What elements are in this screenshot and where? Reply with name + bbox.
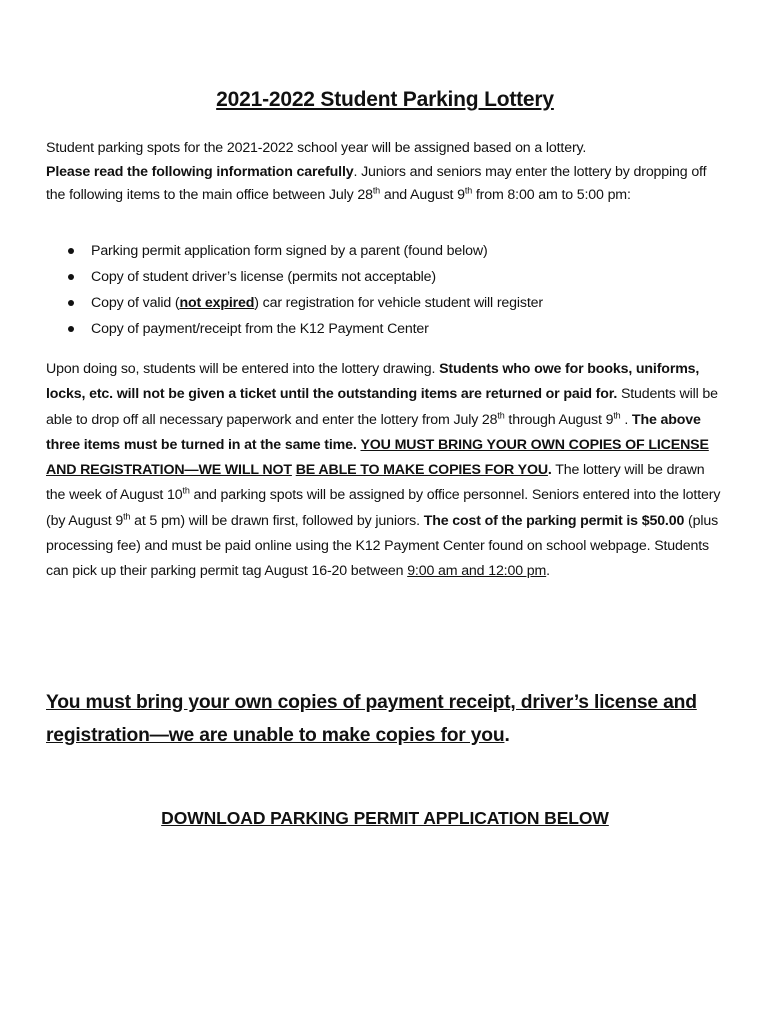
body-text: through August 9 <box>504 411 614 428</box>
notice-end: . <box>504 725 510 746</box>
download-heading: DOWNLOAD PARKING PERMIT APPLICATION BELOW <box>161 808 609 828</box>
body-text: (plus processing fee) and must be paid online using the K12 Payment Center found on school webpage. Students can pick up their parking permit tag August 16-20 between <box>46 512 719 580</box>
body-text: . <box>546 563 550 580</box>
notice-text: You must bring your own copies of payment receipt, driver’s license and registration—we are unable to make copies for you <box>46 692 697 746</box>
list-item-text: ) car registration for vehicle student will register <box>254 295 543 311</box>
superscript: th <box>464 185 473 196</box>
bullet-icon <box>68 300 74 306</box>
copies-notice <box>46 686 736 752</box>
intro-text: from 8:00 am to 5:00 pm: <box>472 187 631 203</box>
bullet-icon <box>68 326 74 332</box>
intro-text: . Juniors and seniors may enter the lottery by dropping off the following items to the main office between July 28 <box>46 163 707 203</box>
list-item-text: Parking permit application form signed by a parent (found below) <box>91 243 488 259</box>
superscript: th <box>372 185 381 196</box>
list-item <box>64 266 724 292</box>
bullet-icon <box>68 274 74 280</box>
body-warning-text: YOU MUST BRING YOUR OWN COPIES OF LICENSE AND REGISTRATION—WE WILL NOT <box>46 436 709 479</box>
body-text: at 5 pm) will be drawn first, followed by juniors. <box>130 512 424 529</box>
list-item <box>64 292 724 318</box>
body-text: The lottery will be drawn the week of August 10 <box>46 462 705 504</box>
list-item <box>64 318 724 344</box>
intro-text: and August 9 <box>380 187 465 203</box>
body-text: and parking spots will be assigned by office personnel. Seniors entered into the lottery (by August 9 <box>46 487 721 529</box>
body-text: . <box>547 462 552 479</box>
intro-text: Student parking spots for the 2021-2022 school year will be assigned based on a lottery. <box>46 140 587 156</box>
intro-paragraph <box>46 137 726 208</box>
pickup-time-text: 9:00 am and 12:00 pm <box>407 563 547 580</box>
list-item-text: Copy of student driver’s license (permits not acceptable) <box>91 269 436 285</box>
superscript: th <box>182 485 190 496</box>
body-warning-text: BE ABLE TO MAKE COPIES FOR YOU <box>295 462 548 479</box>
required-items-list <box>64 240 724 344</box>
superscript: th <box>497 409 505 420</box>
intro-bold-notice: Please read the following information carefully <box>46 163 354 180</box>
body-text: Upon doing so, students will be entered into the lottery drawing. <box>46 361 440 377</box>
body-bold-text: Students who owe for books, uniforms, locks, etc. will not be given a ticket until the outstanding items are returned or paid for. <box>46 361 700 403</box>
list-item <box>64 240 724 266</box>
body-text: . <box>620 411 632 428</box>
details-paragraph <box>46 357 726 585</box>
list-item-text: Copy of payment/receipt from the K12 Payment Center <box>91 321 429 337</box>
page-title: 2021-2022 Student Parking Lottery <box>216 88 554 111</box>
superscript: th <box>613 409 621 420</box>
list-item-text: Copy of valid ( <box>91 295 180 311</box>
bullet-icon <box>68 248 74 254</box>
superscript: th <box>123 511 131 522</box>
list-item-emphasis: not expired <box>179 295 255 311</box>
body-text: Students will be able to drop off all necessary paperwork and enter the lottery from July 28 <box>46 386 718 428</box>
body-bold-text: The above three items must be turned in at the same time. <box>46 411 701 453</box>
body-bold-text: The cost of the parking permit is $50.00 <box>423 512 685 529</box>
